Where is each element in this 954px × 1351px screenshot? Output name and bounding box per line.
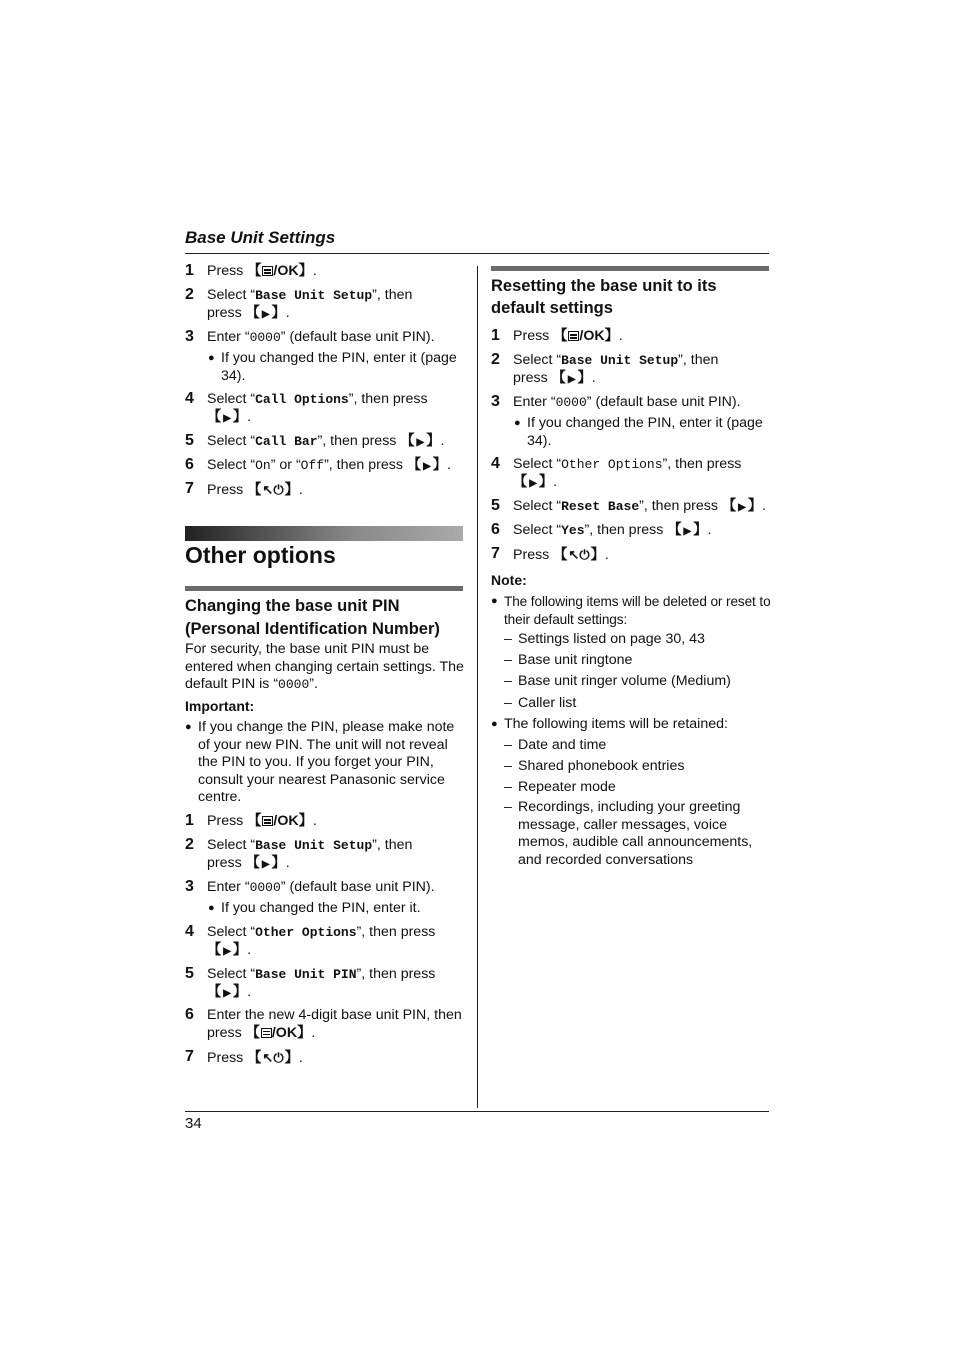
deleted-item <box>504 631 769 649</box>
step-text: Enter “0000” (default base unit PIN). <box>207 329 435 345</box>
menu-item-text: 0000 <box>555 395 587 410</box>
bracket-close: 】 <box>426 433 441 449</box>
bullet-icon: ● <box>185 721 192 733</box>
bracket-open: 【 <box>247 482 262 498</box>
menu-item-text: 0000 <box>249 880 281 895</box>
bracket-open: 【 <box>406 457 422 473</box>
ok-label: /OK <box>579 328 605 344</box>
retained-item <box>504 737 769 755</box>
reset-step-6 <box>491 522 771 541</box>
off-hook-icon: ↖⏻ <box>262 1050 284 1065</box>
pin-heading: Changing the base unit PIN (Personal Identification Number) <box>185 597 440 638</box>
step-text: Select “Other Options”, then press 【 ▶ 】. <box>207 924 436 958</box>
bracket-close: 】 <box>538 473 554 490</box>
retained-item <box>504 758 769 776</box>
retained-item <box>504 779 769 797</box>
reset-heading-rule <box>491 266 769 271</box>
step-number: 3 <box>491 393 500 410</box>
reset-step-2 <box>491 352 753 388</box>
retained-item-text: Repeater mode <box>518 779 616 795</box>
step-text: Select “Base Unit Setup”, then press 【 ▶ 】. <box>207 287 413 321</box>
left-step-3 <box>185 329 465 347</box>
right-key <box>400 433 440 449</box>
dash-mark: – <box>504 652 512 668</box>
header-rule <box>185 253 769 254</box>
note-bullet-retained-text: The following items will be retained: <box>504 716 728 732</box>
bracket-open: 【 <box>553 328 568 344</box>
right-key <box>722 498 762 514</box>
bracket-close: 】 <box>298 813 313 829</box>
off-hook-icon: ↖⏻ <box>568 547 590 562</box>
bracket-open: 【 <box>400 433 415 449</box>
dash-mark: – <box>504 695 512 711</box>
right-arrow-icon: ▶ <box>261 308 270 320</box>
step-number: 3 <box>185 878 194 895</box>
bracket-close: 】 <box>747 498 763 514</box>
pin-heading-rule <box>185 586 463 591</box>
bracket-close: 】 <box>693 522 708 538</box>
ok-label: /OK <box>273 813 299 829</box>
right-key <box>246 855 286 871</box>
step-text: Select “Base Unit Setup”, then press 【 ▶ 】. <box>207 837 413 871</box>
step-number: 7 <box>185 480 194 497</box>
step-number: 6 <box>185 1006 194 1023</box>
menu-ok-key <box>553 328 619 344</box>
step-number: 5 <box>185 432 194 449</box>
menu-ok-key <box>247 813 313 829</box>
bracket-close: 】 <box>232 983 248 1000</box>
reset-step-3-note-text: If you changed the PIN, enter it (page 34). <box>527 415 763 449</box>
off-hook-icon: ↖⏻ <box>262 482 284 497</box>
step-text: Press 【↖⏻】. <box>513 547 609 563</box>
bracket-close: 】 <box>604 328 619 344</box>
bracket-open: 【 <box>513 473 528 490</box>
bracket-open: 【 <box>551 369 566 386</box>
menu-item-text: Reset Base <box>561 499 640 514</box>
menu-item-text: Base Unit PIN <box>255 967 357 982</box>
pin-step-1 <box>185 813 465 831</box>
column-divider <box>477 266 478 1108</box>
right-arrow-icon: ▶ <box>223 945 231 957</box>
step-text: Select “On” or “Off”, then press 【 ▶ 】. <box>207 457 451 473</box>
step-text: Select “Call Bar”, then press 【 ▶ 】. <box>207 433 445 449</box>
bracket-close: 】 <box>271 304 286 321</box>
dash-mark: – <box>504 673 512 689</box>
retained-item-text: Shared phonebook entries <box>518 758 685 774</box>
menu-icon <box>262 816 273 826</box>
step-text: Press 【 /OK】. <box>207 813 317 829</box>
step-text: Press 【↖⏻】. <box>207 1050 303 1066</box>
step-text: Press 【↖⏻】. <box>207 482 303 498</box>
menu-item-text: On <box>255 458 271 473</box>
step-text: Press 【 /OK】. <box>513 328 623 344</box>
right-key <box>667 522 707 538</box>
bracket-open: 【 <box>207 983 222 1000</box>
bracket-close: 】 <box>432 457 447 473</box>
menu-item-text: Base Unit Setup <box>255 288 373 303</box>
pin-step-3 <box>185 879 465 897</box>
footer-rule <box>185 1111 769 1112</box>
off-key <box>247 482 299 498</box>
left-step-4 <box>185 391 460 427</box>
deleted-item-text: Base unit ringtone <box>518 652 633 668</box>
important-label: Important: <box>185 698 255 714</box>
bullet-icon: ● <box>208 352 215 364</box>
right-arrow-icon: ▶ <box>261 858 270 870</box>
step-number: 2 <box>185 836 194 853</box>
pin-step-4 <box>185 924 465 960</box>
menu-item-text: Call Options <box>255 392 349 407</box>
dash-mark: – <box>504 758 512 774</box>
menu-icon <box>568 331 579 341</box>
bracket-close: 】 <box>590 547 605 563</box>
right-arrow-icon: ▶ <box>738 502 746 513</box>
note-bullet-retained <box>491 716 771 734</box>
menu-item-text: Call Bar <box>255 434 318 449</box>
deleted-item-text: Base unit ringer volume (Medium) <box>518 673 731 689</box>
right-arrow-icon: ▶ <box>223 412 231 424</box>
step-number: 1 <box>185 812 194 829</box>
bracket-open: 【 <box>207 941 222 958</box>
step-text: Select “Other Options”, then press 【 ▶ 】. <box>513 456 742 490</box>
right-key <box>207 409 247 425</box>
step-text: Select “Reset Base”, then press 【 ▶ 】. <box>513 498 766 514</box>
dash-mark: – <box>504 799 512 815</box>
step-text: Enter “0000” (default base unit PIN). <box>513 394 741 410</box>
retained-item-text: Date and time <box>518 737 607 753</box>
menu-item-text: Base Unit Setup <box>255 838 373 853</box>
left-step-1 <box>185 263 465 281</box>
right-key <box>513 474 553 490</box>
menu-item-text: Off <box>300 458 325 473</box>
menu-item-text: Other Options <box>255 925 357 940</box>
step-text: Select “Base Unit PIN”, then press 【 ▶ 】. <box>207 966 436 1000</box>
reset-step-7 <box>491 546 771 565</box>
bracket-close: 】 <box>297 1024 312 1041</box>
menu-icon <box>262 266 273 276</box>
step-text: Press 【 /OK】. <box>207 263 317 279</box>
menu-item-text: Base Unit Setup <box>561 353 679 368</box>
ok-label: /OK <box>271 1024 298 1041</box>
step-number: 2 <box>491 351 500 368</box>
bracket-open: 【 <box>247 1050 262 1066</box>
pin-step-3-note <box>208 900 465 918</box>
right-arrow-icon: ▶ <box>529 477 537 489</box>
right-key <box>246 305 286 321</box>
reset-step-3 <box>491 394 771 412</box>
right-key <box>207 984 247 1000</box>
bracket-open: 【 <box>245 1024 260 1041</box>
right-arrow-icon: ▶ <box>567 373 576 385</box>
right-arrow-icon: ▶ <box>423 461 431 472</box>
pin-step-3-note-text: If you changed the PIN, enter it. <box>221 900 421 916</box>
step-number: 6 <box>491 521 500 538</box>
bullet-icon: ● <box>208 902 215 914</box>
step-number: 5 <box>185 965 194 982</box>
step-number: 4 <box>491 455 500 472</box>
step-number: 5 <box>491 497 500 514</box>
step-number: 6 <box>185 456 194 473</box>
reset-step-5 <box>491 498 776 517</box>
bracket-close: 】 <box>232 408 248 425</box>
deleted-item <box>504 673 769 691</box>
right-arrow-icon: ▶ <box>416 437 425 448</box>
step-text: Select “Call Options”, then press 【 ▶ 】. <box>207 391 428 425</box>
bracket-close: 】 <box>284 1050 299 1066</box>
important-text: If you change the PIN, please make note of your new PIN. The unit will not reveal the PIN to you. If you forget your PIN, consult your nearest Panasonic service centre. <box>198 719 455 805</box>
right-key <box>552 370 592 386</box>
pin-step-6 <box>185 1007 470 1042</box>
reset-step-1 <box>491 328 771 346</box>
section-title: Base Unit Settings <box>185 228 336 247</box>
menu-item-text: 0000 <box>278 677 310 692</box>
right-arrow-icon: ▶ <box>683 526 692 537</box>
bullet-icon: ● <box>514 417 521 429</box>
step-number: 4 <box>185 923 194 940</box>
left-step-3-note <box>208 350 465 385</box>
important-note <box>185 719 465 807</box>
bracket-open: 【 <box>207 408 222 425</box>
left-step-3-note-text: If you changed the PIN, enter it (page 34). <box>221 350 457 384</box>
section-band <box>185 526 463 541</box>
right-arrow-icon: ▶ <box>223 987 231 999</box>
step-number: 1 <box>491 327 500 344</box>
left-step-2 <box>185 287 447 323</box>
left-step-5 <box>185 433 470 452</box>
step-number: 3 <box>185 328 194 345</box>
bracket-open: 【 <box>721 498 737 514</box>
dash-mark: – <box>504 631 512 647</box>
pin-step-5 <box>185 966 465 1002</box>
reset-step-4 <box>491 456 771 492</box>
bracket-open: 【 <box>247 813 262 829</box>
retained-item <box>504 799 762 869</box>
step-number: 1 <box>185 262 194 279</box>
bracket-close: 】 <box>577 369 592 386</box>
bracket-open: 【 <box>247 263 262 279</box>
reset-heading: Resetting the base unit to its default settings <box>491 277 717 317</box>
menu-item-text: Yes <box>561 523 585 538</box>
bracket-open: 【 <box>245 304 260 321</box>
bracket-close: 】 <box>284 482 299 498</box>
dash-mark: – <box>504 779 512 795</box>
reset-step-3-note <box>514 415 771 450</box>
other-options-title: Other options <box>185 542 336 568</box>
step-text: Select “Base Unit Setup”, then press 【 ▶ 】. <box>513 352 719 386</box>
step-number: 4 <box>185 390 194 407</box>
deleted-item <box>504 695 769 713</box>
step-text: Enter the new 4-digit base unit PIN, then press 【 /OK】. <box>207 1007 462 1041</box>
dash-mark: – <box>504 737 512 753</box>
deleted-item-text: Settings listed on page 30, 43 <box>518 631 705 647</box>
off-key <box>247 1050 299 1066</box>
deleted-item <box>504 652 769 670</box>
right-key <box>207 942 247 958</box>
step-number: 7 <box>185 1048 194 1065</box>
page-number: 34 <box>185 1115 202 1132</box>
deleted-item-text: Caller list <box>518 695 577 711</box>
note-label: Note: <box>491 572 527 588</box>
bullet-icon: ● <box>491 718 498 730</box>
pin-intro: For security, the base unit PIN must be entered when changing certain settings. The default PIN is “0000”. <box>185 641 464 692</box>
menu-icon <box>261 1028 272 1038</box>
off-key <box>553 547 605 563</box>
step-text: Select “Yes”, then press 【 ▶ 】. <box>513 522 712 538</box>
menu-ok-key <box>247 263 313 279</box>
bracket-close: 】 <box>232 941 248 958</box>
ok-label: /OK <box>273 263 299 279</box>
menu-item-text: Other Options <box>561 457 663 472</box>
bracket-open: 【 <box>553 547 568 563</box>
step-number: 7 <box>491 545 500 562</box>
left-step-6 <box>185 457 470 476</box>
right-key <box>407 457 447 473</box>
bullet-icon: ● <box>491 595 498 607</box>
pin-step-2 <box>185 837 447 873</box>
left-step-7 <box>185 481 465 500</box>
bracket-open: 【 <box>667 522 682 538</box>
menu-ok-key <box>246 1025 312 1041</box>
bracket-close: 】 <box>271 854 286 871</box>
note-bullet-deleted <box>491 593 771 628</box>
step-number: 2 <box>185 286 194 303</box>
bracket-open: 【 <box>245 854 260 871</box>
menu-item-text: 0000 <box>249 330 281 345</box>
retained-item-text: Recordings, including your greeting message, caller messages, voice memos, audible call announcements, and recorded conversations <box>518 799 753 868</box>
note-bullet-deleted-text: The following items will be deleted or reset to their default settings: <box>504 594 771 627</box>
bracket-close: 】 <box>298 263 313 279</box>
pin-step-7 <box>185 1049 465 1068</box>
step-text: Enter “0000” (default base unit PIN). <box>207 879 435 895</box>
